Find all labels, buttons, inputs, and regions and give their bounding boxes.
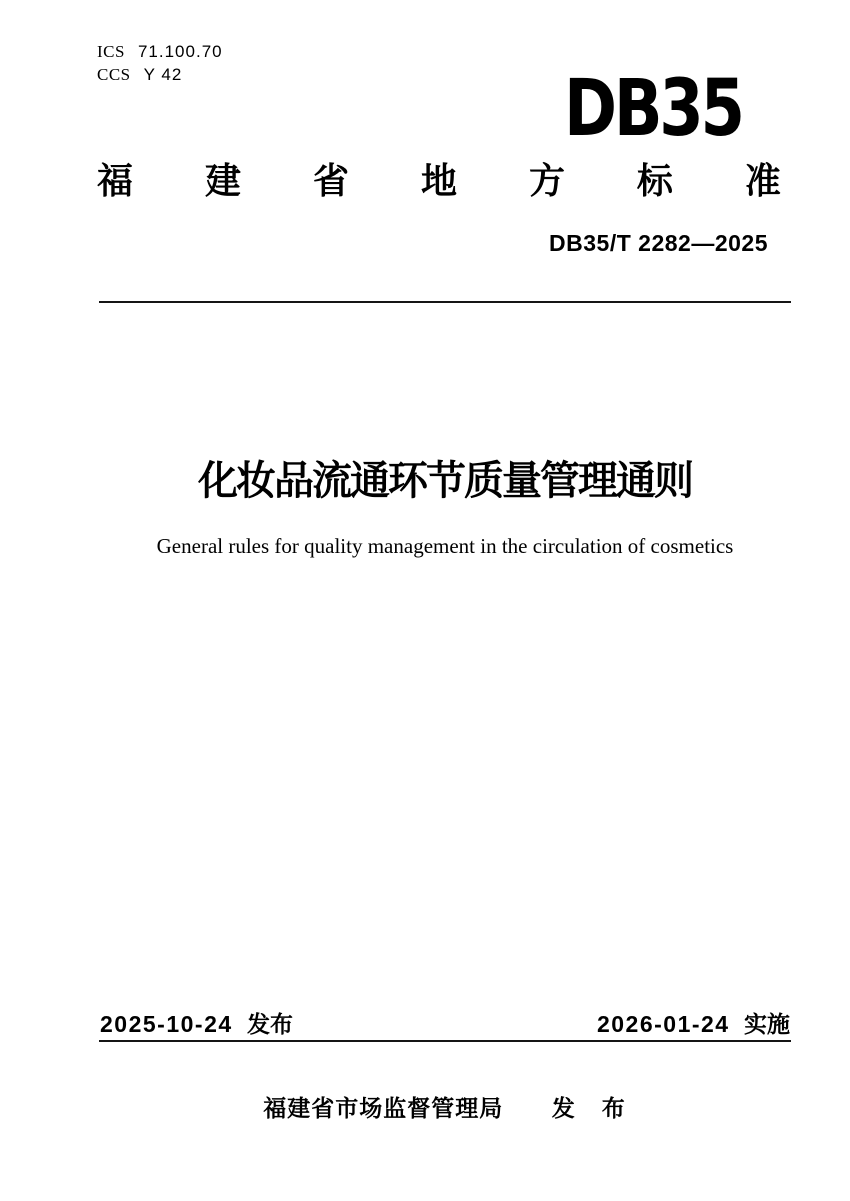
classification-codes — [97, 40, 223, 86]
implementation-label: 实施 — [744, 1011, 790, 1037]
ics-value: 71.100.70 — [137, 42, 223, 61]
standard-name — [97, 160, 781, 202]
horizontal-rule-top — [99, 301, 791, 303]
standard-name-char: 地 — [420, 160, 457, 201]
issue-label: 发布 — [247, 1011, 294, 1037]
document-title-zh: 化妆品流通环节质量管理通则 — [198, 459, 692, 503]
ccs-code — [97, 63, 223, 86]
ics-code — [97, 40, 223, 63]
publisher-name: 福建省市场监督管理局 — [263, 1095, 504, 1121]
implementation-date-block — [597, 1010, 790, 1038]
standard-name-char: 方 — [528, 160, 565, 201]
document-title-en: General rules for quality management in the circulation of cosmetics — [156, 534, 734, 558]
publisher-line — [100, 1094, 790, 1122]
ccs-label: CCS — [97, 65, 131, 84]
horizontal-rule-bottom — [99, 1040, 791, 1042]
issue-date-block — [100, 1010, 293, 1038]
standard-name-char: 省 — [312, 160, 349, 201]
standard-number: DB35/T 2282—2025 — [549, 230, 768, 256]
db35-logo: DB35 — [564, 64, 742, 154]
standard-name-char: 标 — [636, 160, 673, 201]
publish-label: 发 布 — [551, 1095, 627, 1121]
ccs-value: Y 42 — [143, 65, 183, 84]
implementation-date: 2026-01-24 — [596, 1011, 730, 1037]
ics-label: ICS — [97, 42, 125, 61]
standard-name-char: 福 — [97, 160, 134, 201]
standard-name-char: 准 — [744, 160, 781, 201]
standard-name-char: 建 — [204, 160, 241, 201]
issue-date: 2025-10-24 — [100, 1011, 233, 1037]
dates-row — [100, 1010, 790, 1038]
